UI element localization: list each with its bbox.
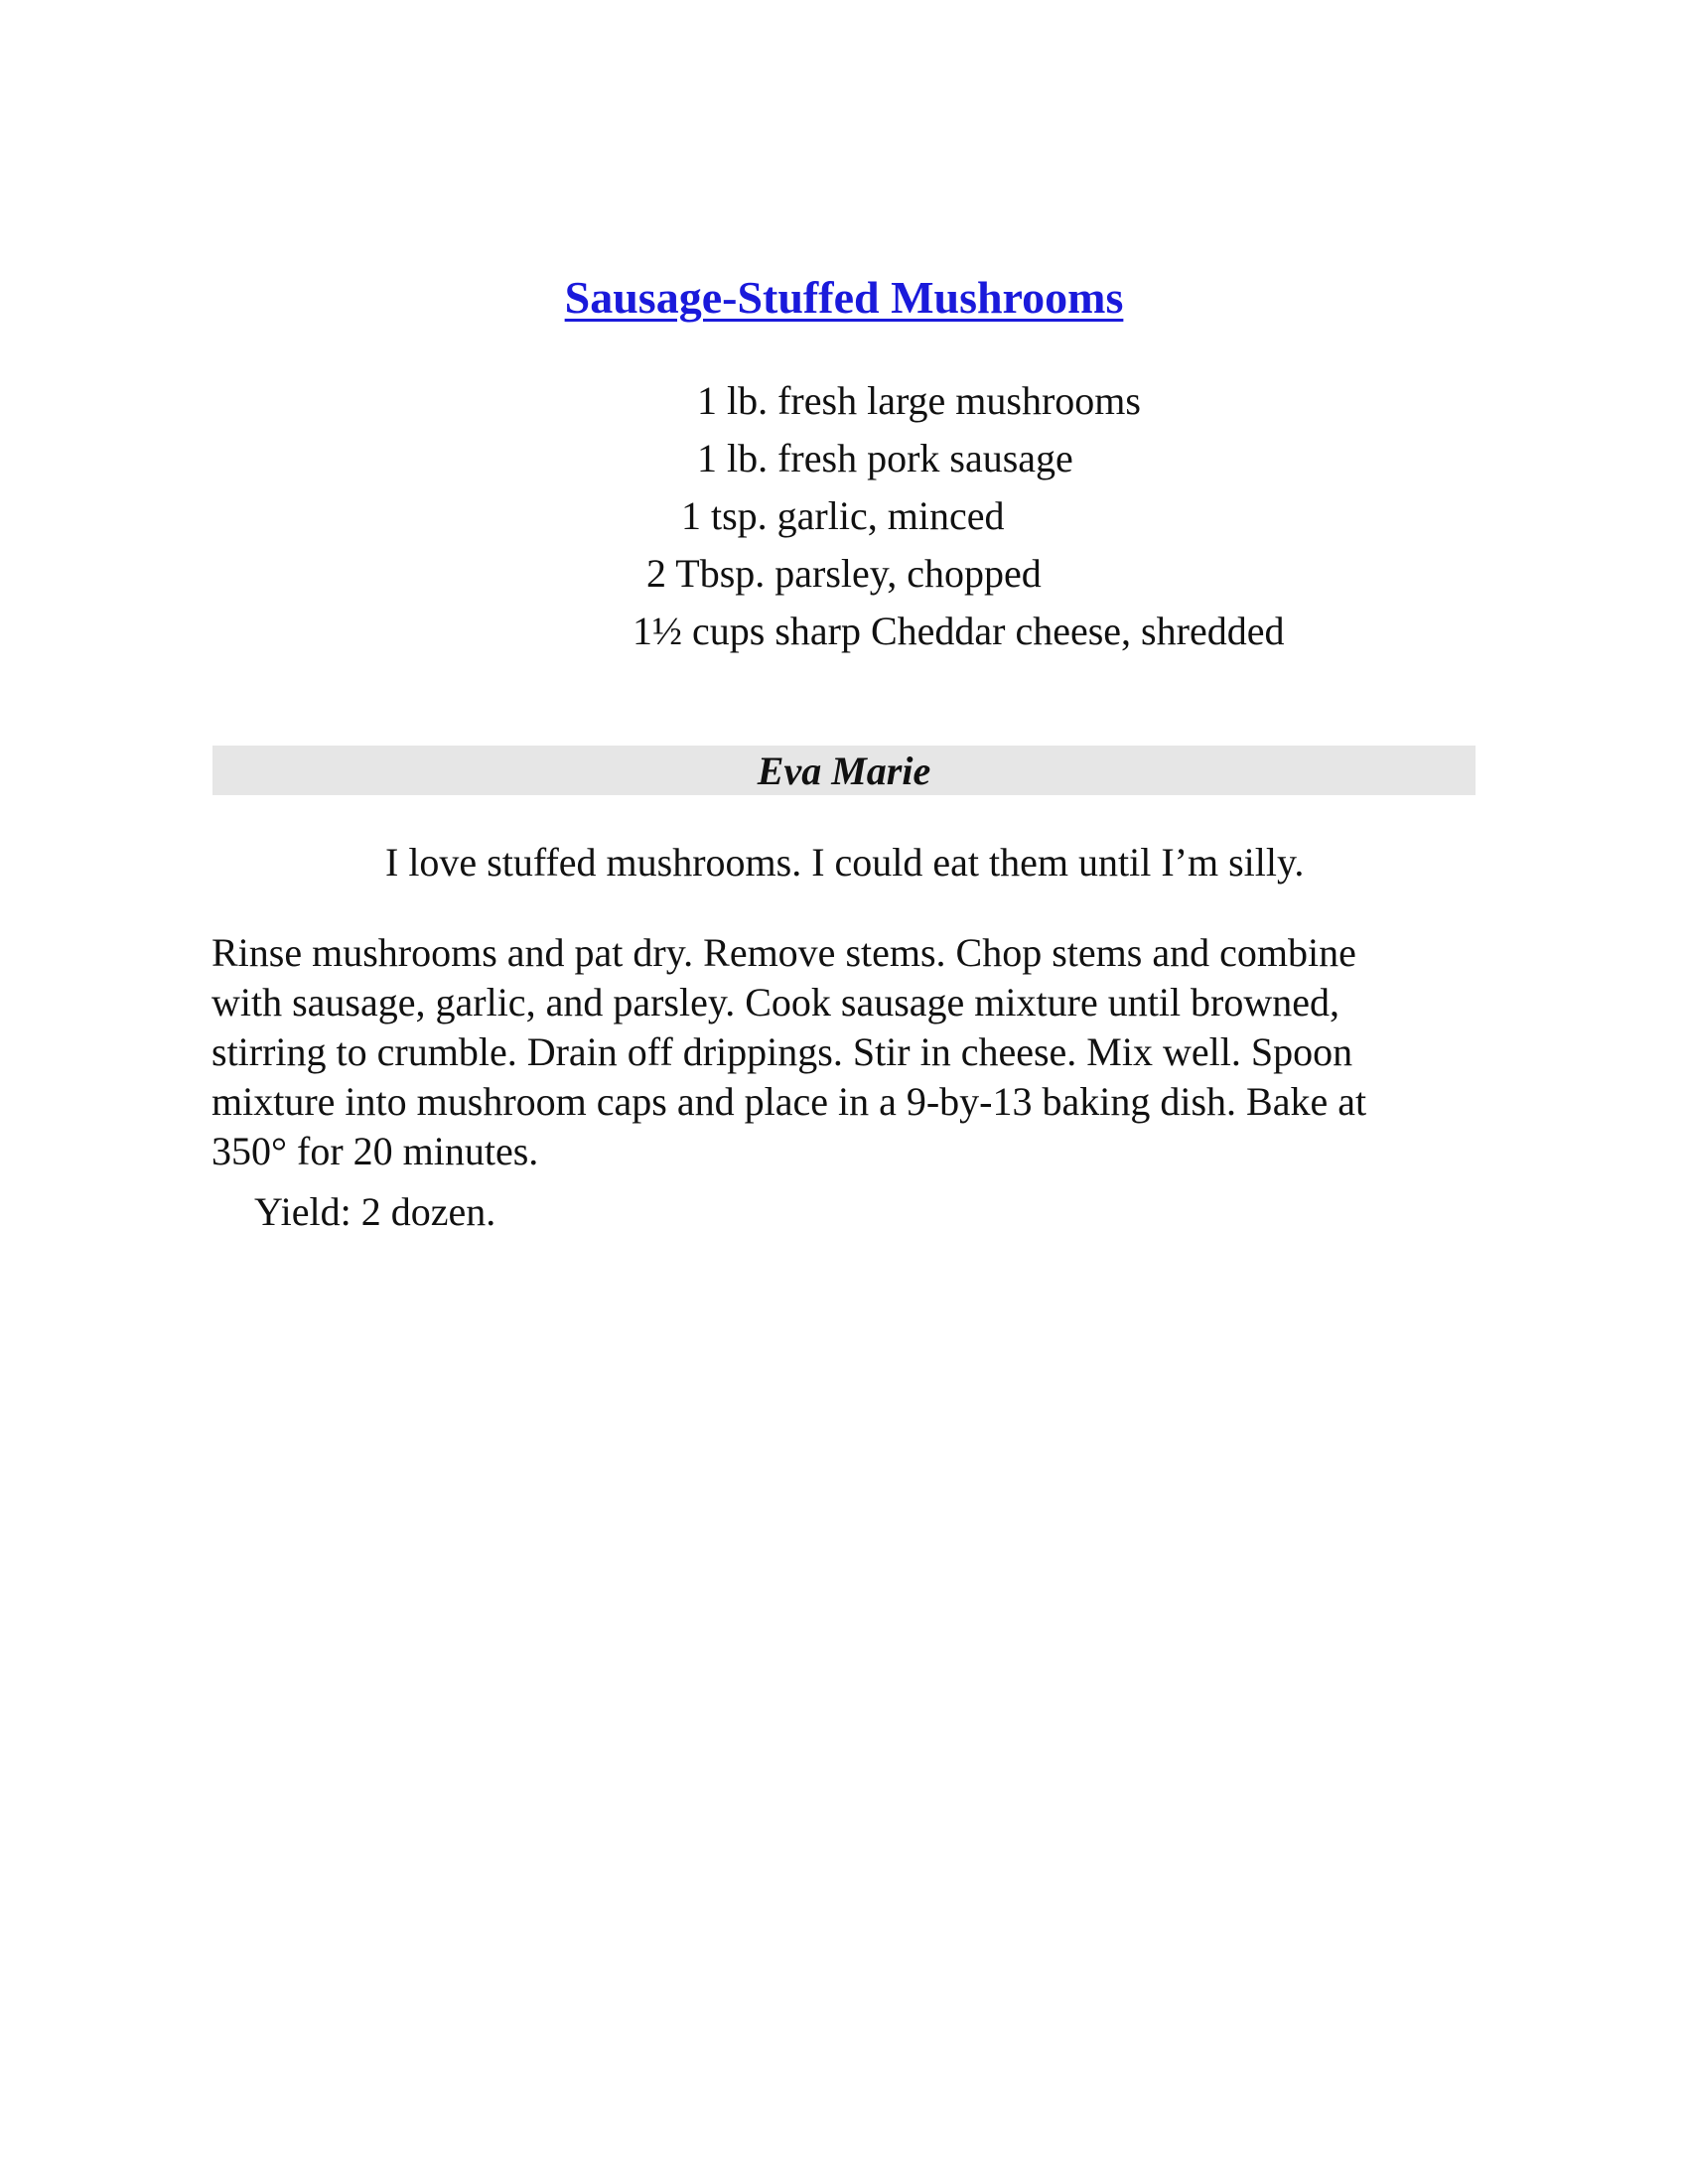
- author-quote: I love stuffed mushrooms. I could eat them until I’m silly.: [385, 840, 1305, 885]
- ingredient-item: 1 tsp. garlic, minced: [681, 493, 1005, 538]
- ingredient-item: 1 lb. fresh large mushrooms: [697, 378, 1141, 423]
- author-banner: [212, 746, 1476, 795]
- recipe-directions: Rinse mushrooms and pat dry. Remove stems. Chop stems and combine with sausage, garlic, and parsley. Cook sausage mixture until browned, stirring to crumble. Drain off drippings. Stir in cheese. Mix well. Spoon mixture into mushroom caps and place in a 9-by-13 baking dish. Bake at 350° for 20 minutes.: [211, 930, 1367, 1173]
- ingredient-item: 2 Tbsp. parsley, chopped: [646, 551, 1042, 596]
- ingredient-item: 1½ cups sharp Cheddar cheese, shredded: [633, 609, 1285, 653]
- recipe-title-link[interactable]: Sausage-Stuffed Mushrooms: [564, 272, 1124, 323]
- recipe-yield: Yield: 2 dozen.: [254, 1189, 496, 1234]
- author-name: Eva Marie: [757, 749, 931, 793]
- ingredient-item: 1 lb. fresh pork sausage: [697, 436, 1073, 480]
- recipe-title: [0, 268, 1688, 328]
